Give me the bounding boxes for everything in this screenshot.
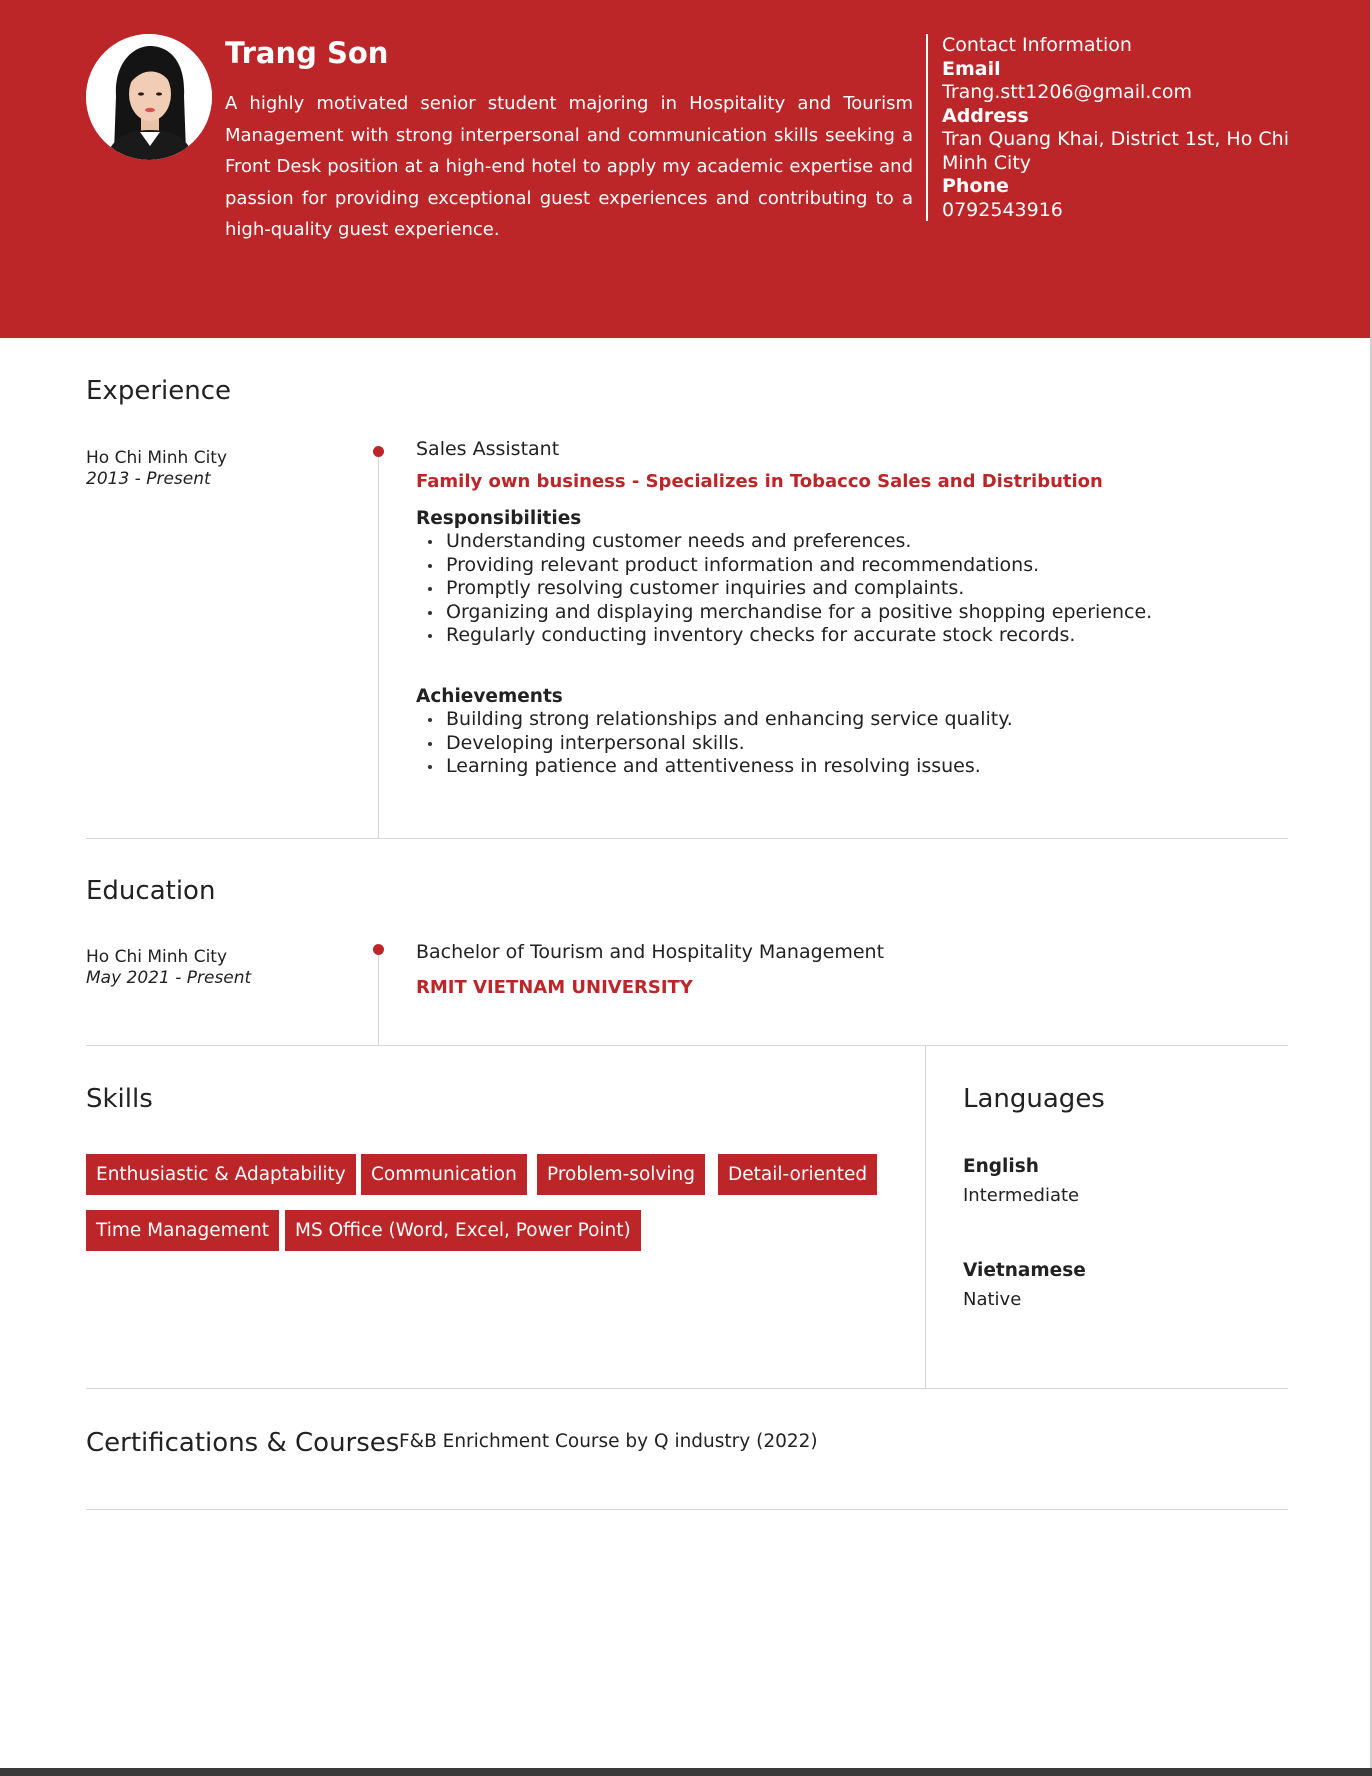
section-divider — [86, 1509, 1288, 1510]
education-school: RMIT VIETNAM UNIVERSITY — [416, 977, 693, 998]
list-item: Understanding customer needs and preferences. — [416, 530, 1152, 554]
skill-tag: Problem-solving — [537, 1154, 705, 1195]
education-timeline-dot — [373, 944, 384, 955]
education-location: Ho Chi Minh City — [86, 947, 228, 967]
experience-title: Experience — [86, 376, 231, 406]
phone-label: Phone — [942, 175, 1009, 197]
email-label: Email — [942, 57, 1001, 80]
list-item: Developing interpersonal skills. — [416, 732, 1013, 756]
experience-role: Sales Assistant — [416, 438, 560, 460]
profile-photo-image — [86, 34, 212, 160]
list-item: Providing relevant product information and recommendations. — [416, 554, 1152, 578]
contact-title: Contact Information — [942, 34, 1132, 56]
language-level: Intermediate — [963, 1185, 1080, 1206]
list-item: Learning patience and attentiveness in resolving issues. — [416, 755, 1013, 779]
achievements-list — [416, 708, 1013, 779]
language-name: English — [963, 1156, 1039, 1177]
experience-dates: 2013 - Present — [86, 469, 211, 489]
experience-location: Ho Chi Minh City — [86, 448, 228, 468]
responsibilities-label: Responsibilities — [416, 508, 582, 529]
education-dates: May 2021 - Present — [86, 968, 252, 988]
address-label: Address — [942, 104, 1029, 127]
skill-tag: MS Office (Word, Excel, Power Point) — [285, 1210, 641, 1251]
list-item: Organizing and displaying merchandise for a positive shopping eperience. — [416, 601, 1152, 625]
certifications-title: Certifications & Courses — [86, 1428, 400, 1458]
list-item: Regularly conducting inventory checks for accurate stock records. — [416, 624, 1152, 648]
list-item: Promptly resolving customer inquiries and complaints. — [416, 577, 1152, 601]
languages-title: Languages — [963, 1084, 1105, 1114]
language-name: Vietnamese — [963, 1260, 1086, 1281]
profile-photo — [86, 34, 212, 160]
section-divider — [86, 1388, 1288, 1389]
address-value: Tran Quang Khai, District 1st, Ho Chi Minh City — [942, 128, 1289, 174]
skills-languages-divider — [925, 1046, 926, 1388]
achievements-label: Achievements — [416, 686, 563, 707]
section-divider — [86, 838, 1288, 839]
responsibilities-list — [416, 530, 1152, 648]
skill-tag: Detail-oriented — [718, 1154, 877, 1195]
skill-tag: Time Management — [86, 1210, 279, 1251]
language-level: Native — [963, 1289, 1022, 1310]
experience-company: Family own business - Specializes in Tobacco Sales and Distribution — [416, 471, 1103, 492]
professional-summary: A highly motivated senior student majoring in Hospitality and Tourism Management with strong interpersonal and communication skills seeking a Front Desk position at a high-end hotel to apply my academic expertise and passion for providing exceptional guest experiences and contributing to a high-quality guest experience. — [225, 93, 913, 241]
skill-tag: Communication — [361, 1154, 527, 1195]
education-timeline-line — [378, 948, 379, 1045]
skill-tag: Enthusiastic & Adaptability — [86, 1154, 356, 1195]
resume-header — [0, 0, 1372, 338]
candidate-name: Trang Son — [225, 36, 389, 70]
phone-value[interactable]: 0792543916 — [942, 198, 1063, 221]
education-title: Education — [86, 876, 216, 906]
certification-item: F&B Enrichment Course by Q industry (2022) — [399, 1431, 818, 1452]
education-degree: Bachelor of Tourism and Hospitality Management — [416, 941, 885, 963]
experience-timeline-dot — [373, 446, 384, 457]
email-value[interactable]: Trang.stt1206@gmail.com — [942, 81, 1192, 103]
skills-title: Skills — [86, 1084, 153, 1114]
experience-timeline-line — [378, 448, 379, 838]
list-item: Building strong relationships and enhancing service quality. — [416, 708, 1013, 732]
contact-information — [926, 34, 1302, 221]
section-divider — [86, 1045, 1288, 1046]
